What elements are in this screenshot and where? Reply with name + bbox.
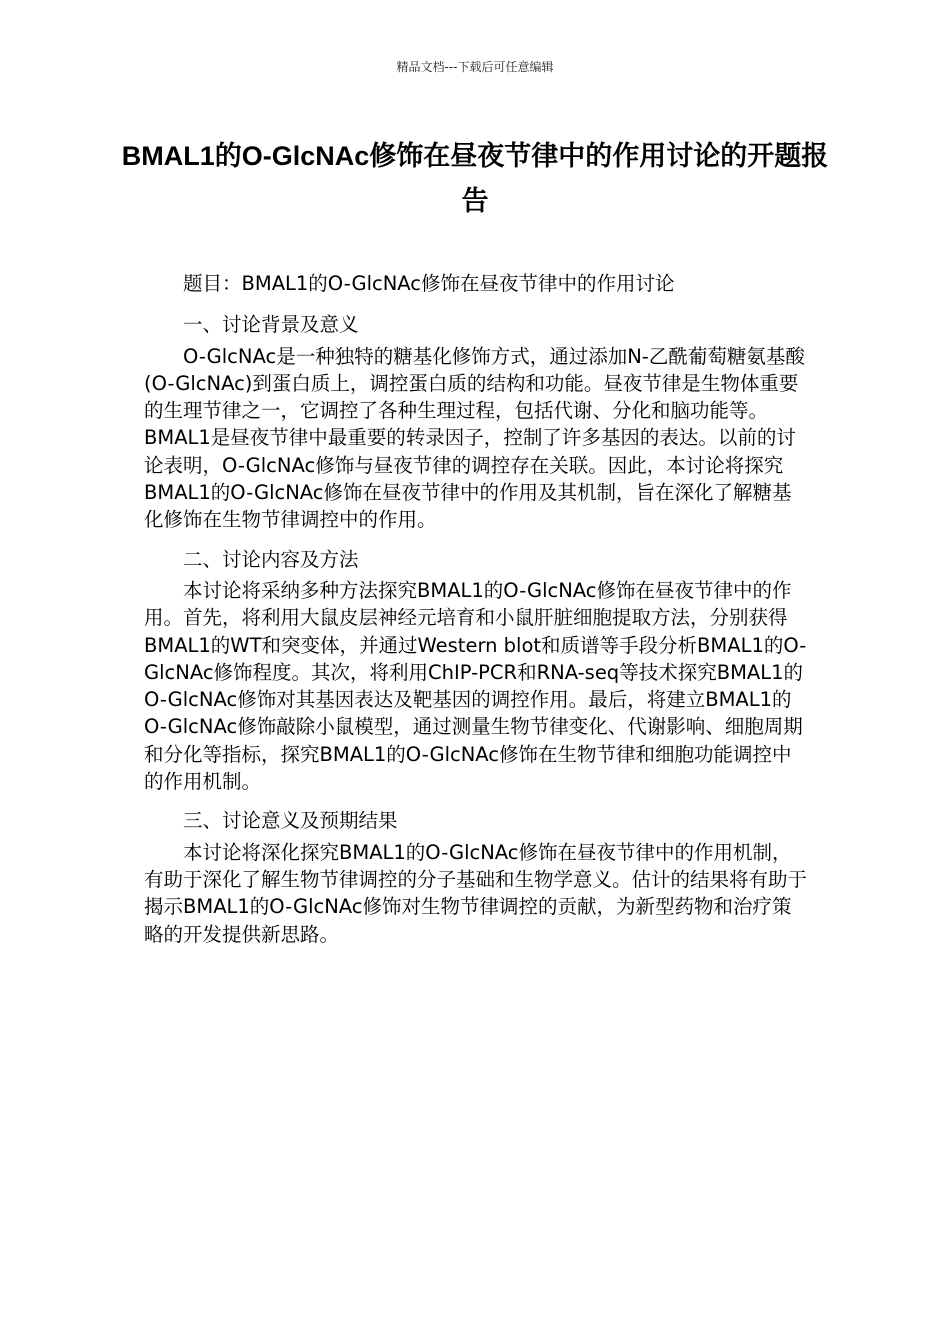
section-heading-background: 一、讨论背景及意义 bbox=[183, 313, 359, 337]
section-paragraph-content-methods: 本讨论将采纳多种方法探究BMAL1的O-GlcNAc修饰在昼夜节律中的作用。首先，将利用大鼠皮层神经元培育和小鼠肝脏细胞提取方法，分别获得BMAL1的WT和突变体，并通过Western blot和质谱等手段分析BMAL1的O-GlcNAc修饰程度。其次，将利用ChIP-PCR和RNA-seq等技术探究BMAL1的O-GlcNAc修饰对其基因表达及靶基因的调控作用。最后，将建立BMAL1的O-GlcNAc修饰敲除小鼠模型，通过测量生物节律变化、代谢影响、细胞周期和分化等指标，探究BMAL1的O-GlcNAc修饰在生物节律和细胞功能调控中的作用机制。 bbox=[144, 578, 807, 794]
document-title: BMAL1的O-GlcNAc修饰在昼夜节律中的作用讨论的开题报告 bbox=[121, 141, 829, 216]
section-paragraph-significance: 本讨论将深化探究BMAL1的O-GlcNAc修饰在昼夜节律中的作用机制，有助于深化了解生物节律调控的分子基础和生物学意义。估计的结果将有助于揭示BMAL1的O-GlcNAc修饰对生物节律调控的贡献，为新型药物和治疗策略的开发提供新思路。 bbox=[144, 840, 808, 946]
section-heading-content-methods: 二、讨论内容及方法 bbox=[183, 547, 359, 571]
document-body bbox=[144, 270, 808, 960]
section-heading-significance: 三、讨论意义及预期结果 bbox=[183, 809, 398, 833]
section-paragraph-background: O-GlcNAc是一种独特的糖基化修饰方式，通过添加N-乙酰葡萄糖氨基酸(O-GlcNAc)到蛋白质上，调控蛋白质的结构和功能。昼夜节律是生物体重要的生理节律之一，它调控了各种生理过程，包括代谢、分化和脑功能等。BMAL1是昼夜节律中最重要的转录因子，控制了许多基因的表达。以前的讨论表明，O-GlcNAc修饰与昼夜节律的调控存在关联。因此，本讨论将探究BMAL1的O-GlcNAc修饰在昼夜节律中的作用及其机制，旨在深化了解糖基化修饰在生物节律调控中的作用。 bbox=[144, 344, 805, 532]
header-note: 精品文档---下载后可任意编辑 bbox=[396, 60, 554, 74]
topic-line: 题目：BMAL1的O-GlcNAc修饰在昼夜节律中的作用讨论 bbox=[183, 272, 675, 295]
